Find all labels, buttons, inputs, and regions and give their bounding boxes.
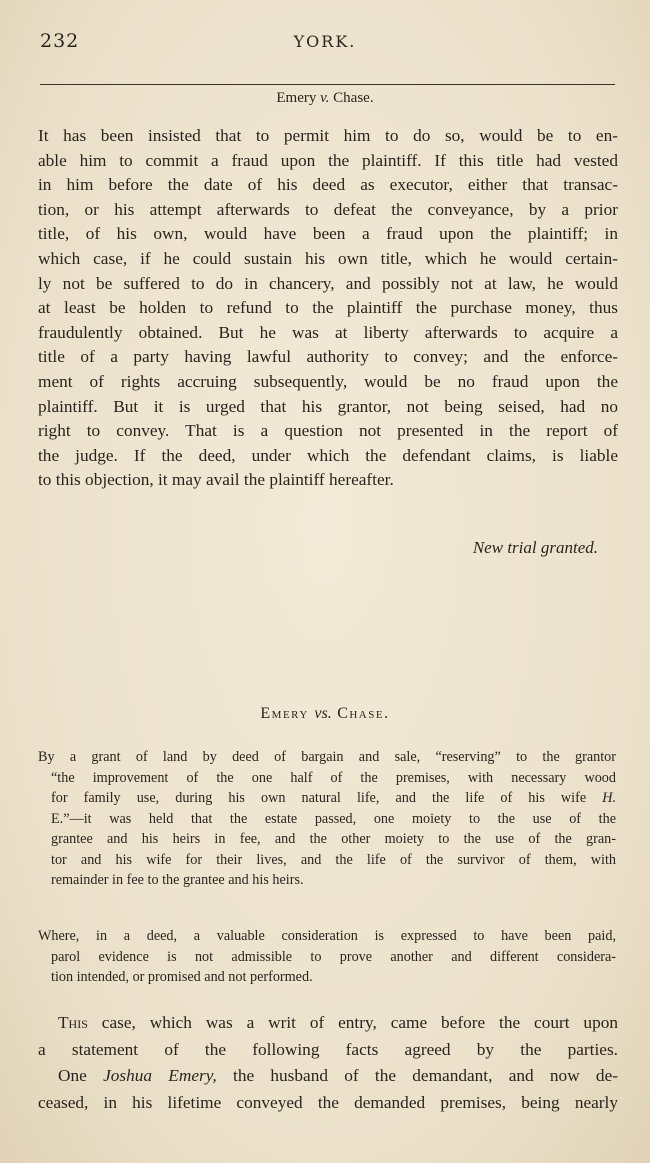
- statement-line: a statement of the following facts agreed by the parties.: [38, 1039, 618, 1059]
- opinion-line: plaintiff. But it is urged that his grantor, not being seised, had no: [38, 396, 618, 416]
- case-statement: [38, 1010, 618, 1116]
- opinion-line: which case, if he could sustain his own title, which he would certain-: [38, 248, 618, 268]
- opinion-line: at least be holden to refund to the plaintiff the purchase money, thus: [38, 298, 618, 318]
- prior-case-defendant: Chase.: [333, 90, 374, 106]
- opinion-line: It has been insisted that to permit him to do so, would be to en-: [38, 126, 618, 145]
- statement-line: ceased, in his lifetime conveyed the demanded premises, being nearly: [38, 1092, 618, 1112]
- opinion-line: tion, or his attempt afterwards to defeat the conveyance, by a prior: [38, 199, 618, 219]
- headnote-line: tor and his wife for their lives, and the life of the survivor of them, with: [51, 851, 616, 868]
- case-title-defendant: Chase.: [337, 705, 390, 722]
- opinion-line: title of a party having lawful authority to convey; and the enforce-: [38, 347, 618, 367]
- statement-initial-word: This: [58, 1013, 88, 1032]
- opinion-line: in him before the date of his deed as executor, either that transac-: [38, 175, 618, 195]
- opinion-line: right to convey. That is a question not presented in the report of: [38, 421, 618, 441]
- party-name: Joshua Emery,: [103, 1066, 217, 1085]
- headnote-line-text: for family use, during his own natural life, and the life of his wife: [51, 790, 587, 806]
- prior-case-versus: v.: [320, 90, 330, 106]
- headnote-initial: H.: [602, 790, 617, 806]
- statement-line-text: the husband of the demandant, and now de-: [216, 1066, 618, 1085]
- headnote-line: By a grant of land by deed of bargain and sale, “reserving” to the grantor: [38, 749, 616, 765]
- headnote-line: [38, 788, 616, 809]
- headnote-line: Where, in a deed, a valuable consideration is expressed to have been paid,: [38, 928, 616, 944]
- opinion-line: title, of his own, would have been a fraud upon the plaintiff; in: [38, 224, 618, 244]
- headnote-reservation: [38, 747, 616, 891]
- headnote-line: “the improvement of the one half of the premises, with necessary wood: [51, 769, 616, 786]
- statement-line: [38, 1010, 618, 1037]
- prior-case-plaintiff: Emery: [276, 90, 317, 106]
- opinion-line: fraudulently obtained. But he was at liberty afterwards to acquire a: [38, 322, 618, 342]
- headnote-line: remainder in fee to the grantee and his heirs.: [51, 872, 304, 888]
- case-title-versus: vs.: [314, 705, 332, 722]
- case-title-plaintiff: Emery: [260, 705, 309, 722]
- page-number: 232: [40, 30, 80, 52]
- headnote-line: tion intended, or promised and not performed.: [51, 969, 313, 985]
- headnote-line: E.”—it was held that the estate passed, one moiety to the use of the: [51, 810, 616, 827]
- statement-line: [38, 1063, 618, 1090]
- opinion-line: to this objection, it may avail the plaintiff hereafter.: [38, 470, 394, 490]
- opinion-line: ly not be suffered to do in chancery, and possibly not at law, he would: [38, 273, 618, 293]
- page-header: [40, 30, 610, 54]
- prior-case-heading: [40, 90, 610, 107]
- case-title: [0, 705, 650, 723]
- disposition: New trial granted.: [472, 538, 598, 557]
- opinion-line: ment of rights accruing subsequently, would be no fraud upon the: [38, 371, 618, 391]
- statement-line-text: One: [58, 1066, 104, 1085]
- headnote-line: grantee and his heirs in fee, and the other moiety to the use of the gran-: [51, 831, 616, 847]
- opinion-line: the judge. If the deed, under which the defendant claims, is liable: [38, 445, 618, 465]
- header-rule: [40, 84, 615, 85]
- headnote-parol-evidence: [38, 926, 616, 988]
- headnote-line: parol evidence is not admissible to prove another and different considera-: [51, 948, 616, 965]
- statement-line-text: case, which was a writ of entry, came before the court upon: [87, 1013, 618, 1032]
- opinion-line: able him to commit a fraud upon the plaintiff. If this title had vested: [38, 150, 618, 170]
- opinion-conclusion: [38, 124, 618, 493]
- running-head: YORK.: [293, 32, 357, 51]
